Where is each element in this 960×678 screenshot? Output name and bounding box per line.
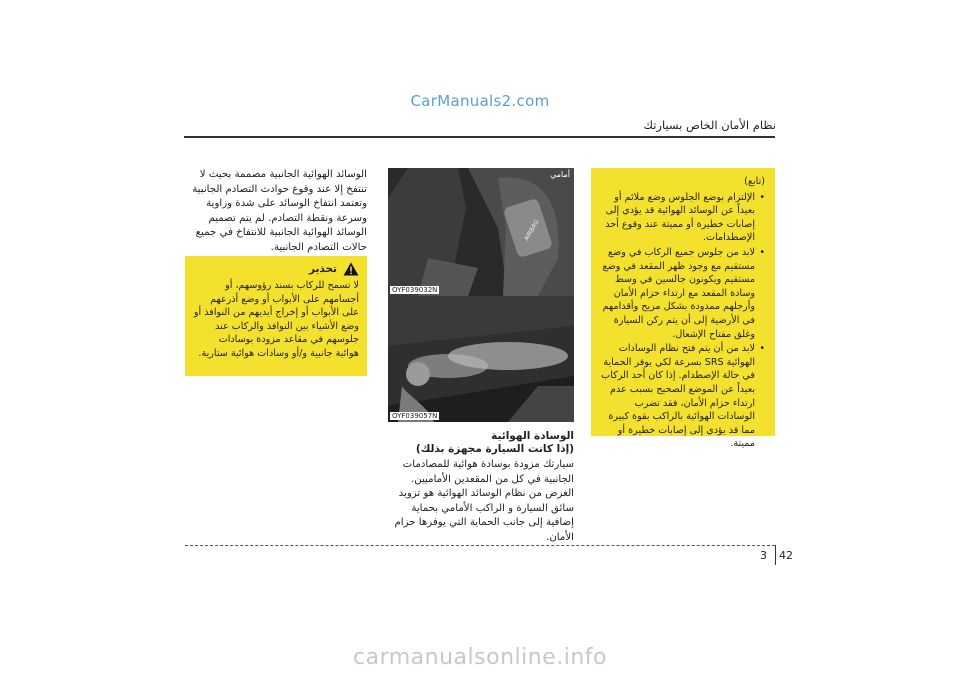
warning-title-row — [193, 262, 359, 276]
list-item: • لابد من جلوس جميع الركاب في وضع مستقيم مع وجود ظهر المقعد في وضع مستقيم ويكونون جالسين في وسط وسادة المقعد مع ارتداء حزام الأمان وأرجلهم ممدودة بشكل مريح وأقدامهم في الأرضية إلى أن يتم ركن السيارة وغلق مفتاح الإشعال. — [599, 246, 755, 341]
footer-divider — [775, 545, 776, 565]
section-heading-line1: الوسادة الهوائية — [491, 430, 574, 442]
section-heading — [388, 430, 574, 456]
interior-airbag-photo — [388, 296, 574, 422]
photo-code: OYF039057N — [392, 412, 438, 420]
warning-text: لا تسمح للركاب بسند رؤوسهم، أو أجسامهم على الأبواب أو وضع أذرعهم على الأبواب أو إخراج أيديهم من النوافذ أو وضع الأشياء بين النوافذ والركاب عند جلوسهم في مقاعد مزودة بوسادات هوائية جانبية و/أو وسادات هوائية ستارية. — [193, 280, 359, 359]
cabin-illustration-icon — [388, 296, 574, 422]
footer-rule — [185, 545, 775, 546]
warning-box — [185, 256, 367, 376]
warning-triangle-icon — [343, 262, 359, 276]
svg-text:AIRBAG: AIRBAG — [523, 218, 541, 242]
panel-header: (تابع) — [744, 176, 765, 187]
page-header-title: نظام الأمان الخاص بسيارتك — [643, 118, 776, 132]
list-item: • الإلتزام بوضع الجلوس وضع ملائم أو بعيداً عن الوسائد الهوائية قد يؤدي إلى إصابات خطيرة أو مميتة عند وقوع أحد الإصطدامات. — [599, 191, 755, 245]
chapter-number: 3 — [760, 549, 767, 562]
photo-code: OYF039032N — [392, 286, 438, 294]
page-number: 42 — [779, 549, 793, 562]
warning-title: تحذير — [308, 263, 337, 275]
list-item: • لابد من أن يتم فتح نظام الوسادات الهوائية SRS بسرعة لكي يوفر الحماية في حالة الإصطدام. إذا كان أحد الركاب بعيداً عن الموضع الصحيح بسبب عدم ارتداء حزام الأمان، فقد تضرب الوسادات الهوائية بالراكب بقوة كبيرة مما قد يؤدي إلى إصابات خطيرة أو مميتة. — [599, 342, 755, 451]
photo-label: أمامي — [550, 170, 570, 179]
front-seat-airbag-photo — [388, 168, 574, 296]
seat-illustration-icon — [388, 168, 574, 296]
watermark-top: CarManuals2.com — [410, 92, 550, 110]
note-list — [599, 191, 765, 451]
header-rule — [184, 136, 775, 138]
section-body: سيارتك مزودة بوسادة هوائية للمصادمات الجانبية في كل من المقعدين الأماميين. الغرض من نظام الوسائد الهوائية هو تزويد سائق السيارة و الراكب الأمامي بحماية إضافية إلى جانب الحماية التي يوفرها حزام الأمان. — [394, 459, 574, 543]
intro-paragraph: الوسائد الهوائية الجانبية مصممة بحيث لا تنتفخ إلا عند وقوع حوادث التصادم الجانبية وتعتمد انتفاخ الوسائد على شدة وزاوية وسرعة ونقطة التصادم. لم يتم تصميم الوسائد الهوائية الجانبية للانتفاخ في جميع حالات التصادم الجانبية. — [192, 169, 367, 253]
continued-note-panel — [591, 168, 775, 450]
watermark-bottom: carmanualsonline.info — [353, 645, 607, 670]
section-heading-line2: (إذا كانت السيارة مجهزة بذلك) — [415, 443, 574, 455]
